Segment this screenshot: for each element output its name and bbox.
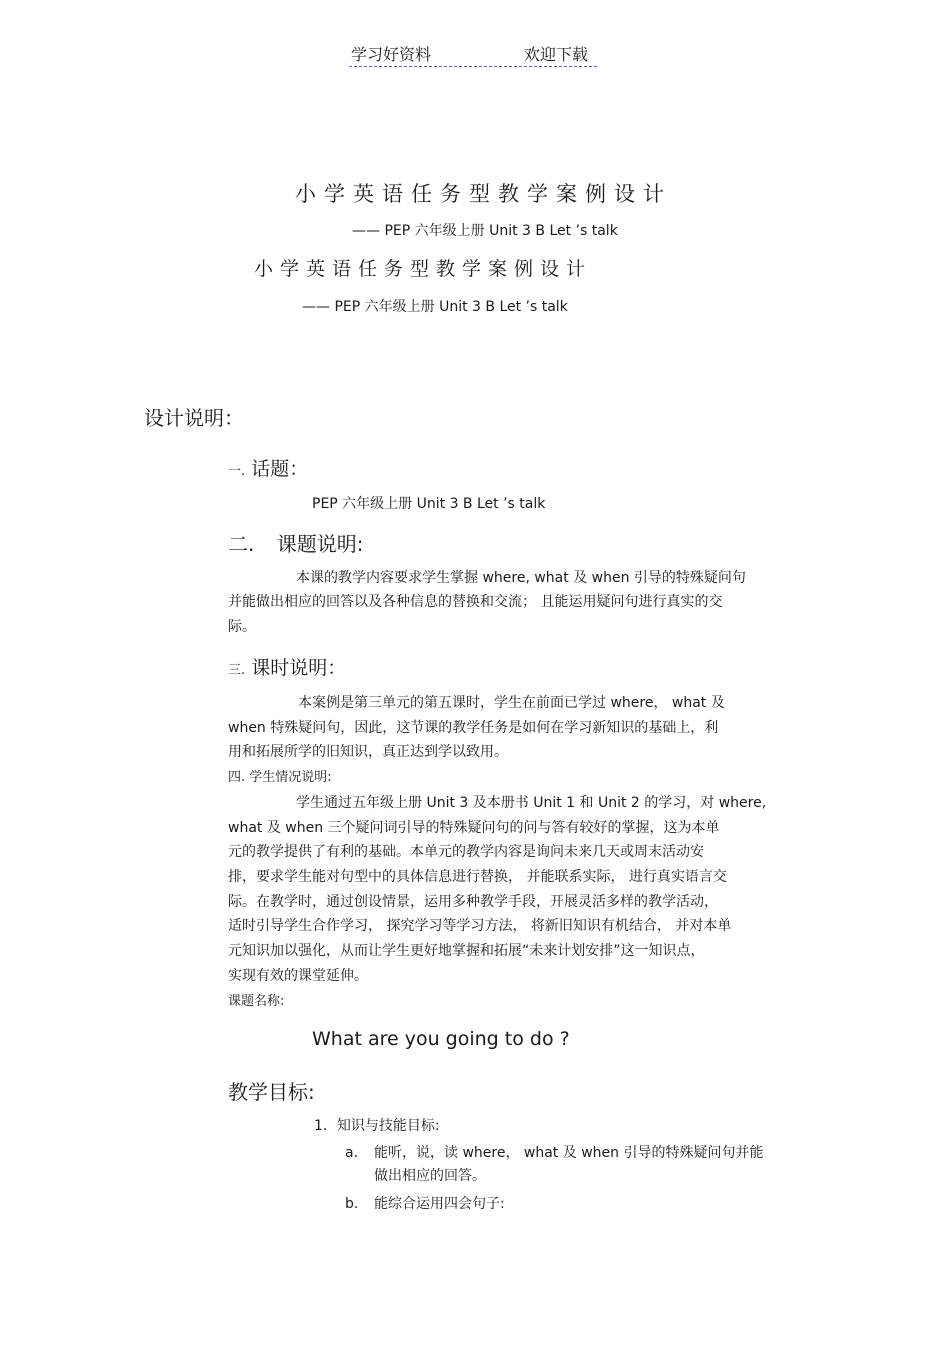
goal-b-text: 能综合运用四会句子: [374,1196,505,1212]
section-1-text: PEP 六年级上册 Unit 3 B Let ’s talk [312,496,546,512]
section-3-title: 课时说明： [251,657,347,679]
document-subtitle: —— PEP 六年级上册 Unit 3 B Let ’s talk [352,223,618,239]
document-title: 小学英语任务型教学案例设计 [295,182,672,206]
header-right-text: 欢迎下载 [524,45,589,64]
document-title-repeat: 小学英语任务型教学案例设计 [254,258,593,280]
paragraph-line: 适时引导学生合作学习， 探究学习等学习方法， 将新旧知识有机结合， 并对本单 [228,918,732,934]
paragraph-line: 元知识加以强化，从而让学生更好地掌握和拓展“未来计划安排”这一知识点， [228,943,705,959]
paragraph-line: 并能做出相应的回答以及各种信息的替换和交流； 且能运用疑问句进行真实的交 [228,594,723,610]
paragraph-line: 用和拓展所学的旧知识，真正达到学以致用。 [228,744,508,760]
goal-a-label: a. [345,1145,359,1161]
section-2-number: 二. [228,532,255,556]
paragraph-line: 际。在教学时，通过创设情景，运用多种教学手段，开展灵活多样的教学活动， [228,894,718,910]
paragraph-line: what 及 when 三个疑问词引导的特殊疑问句的问与答有较好的掌握，这为本单 [228,820,720,836]
goal-1-heading: 1．知识与技能目标: [314,1118,440,1134]
section-3-number: 三. [228,663,246,678]
section-2-heading [228,528,363,557]
paragraph-line: 元的教学提供了有利的基础。本单元的教学内容是询问未来几天或周末活动安 [228,844,704,860]
paragraph-line: 排，要求学生能对句型中的具体信息进行替换， 并能联系实际， 进行真实语言交 [228,869,727,885]
section-4-heading: 四. 学生情况说明: [228,770,332,785]
course-name-label: 课题名称: [228,994,285,1009]
section-1-title: 话题： [251,458,309,480]
paragraph-line: 本案例是第三单元的第五课时，学生在前面已学过 where， what 及 [298,695,725,711]
section-2-title: 课题说明: [276,532,364,556]
document-subtitle-repeat: —— PEP 六年级上册 Unit 3 B Let ’s talk [302,299,568,315]
paragraph-line: 本课的教学内容要求学生掌握 where, what 及 when 引导的特殊疑问句 [296,570,746,586]
section-1-heading [228,454,308,481]
paragraph-line: 实现有效的课堂延伸。 [228,968,368,984]
paragraph-line: when 特殊疑问句，因此，这节课的教学任务是如何在学习新知识的基础上，利 [228,720,719,736]
paragraph-line: 际。 [228,619,256,635]
section-1-number: 一. [228,464,246,479]
design-heading: 设计说明： [144,406,244,430]
goal-a-line: 能听，说，读 where， what 及 when 引导的特殊疑问句并能 [374,1145,764,1161]
course-name: What are you going to do ? [312,1028,570,1050]
paragraph-line: 学生通过五年级上册 Unit 3 及本册书 Unit 1 和 Unit 2 的学习，对 where, [296,795,767,811]
header-left-text: 学习好资料 [351,45,432,64]
goal-a-line: 做出相应的回答。 [374,1168,486,1184]
page-header [349,42,597,67]
goal-b-label: b. [345,1196,359,1212]
section-3-heading [228,653,346,680]
teaching-goals-heading: 教学目标: [228,1080,315,1104]
